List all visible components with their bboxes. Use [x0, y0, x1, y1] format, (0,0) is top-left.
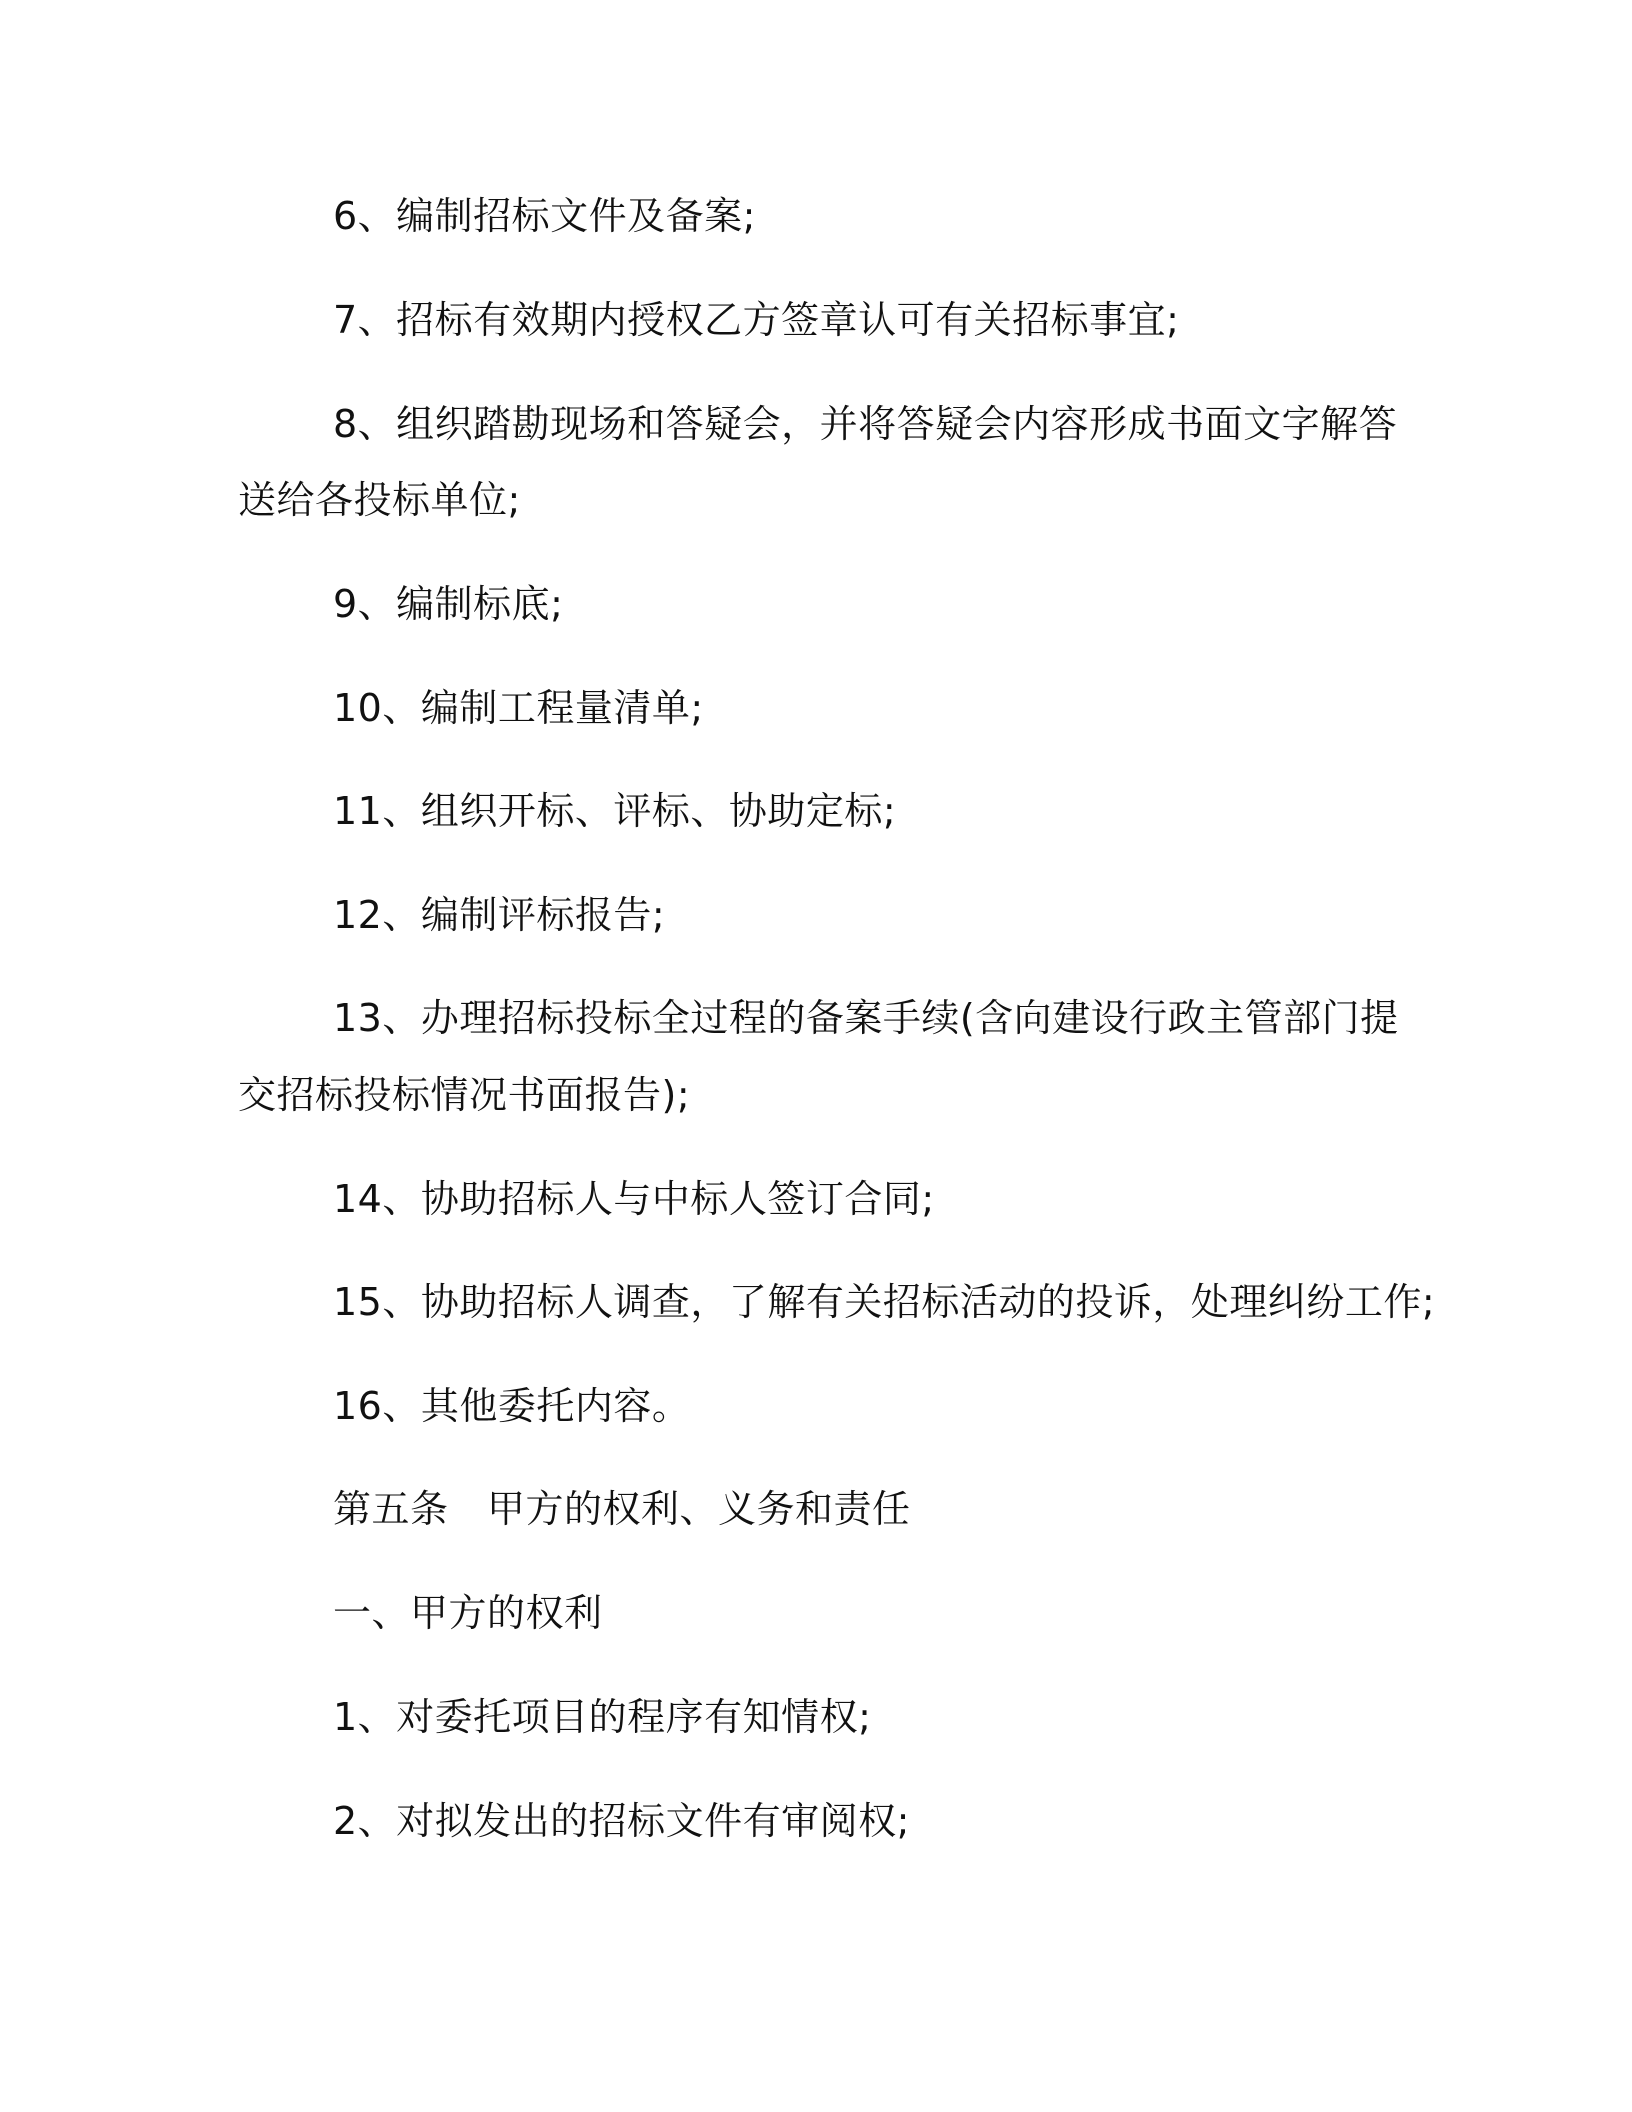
clause-line-9: 9、编制标底;	[333, 582, 564, 626]
clause-line-13: 13、办理招标投标全过程的备案手续(含向建设行政主管部门提	[333, 996, 1399, 1040]
right-line-1: 1、对委托项目的程序有知情权;	[333, 1695, 872, 1739]
clause-line-16: 16、其他委托内容。	[333, 1384, 691, 1428]
clause-line-6: 6、编制招标文件及备案;	[333, 194, 756, 238]
article-heading: 第五条 甲方的权利、义务和责任	[333, 1487, 911, 1531]
clause-line-12: 12、编制评标报告;	[333, 893, 666, 937]
clause-line-15: 15、协助招标人调查，了解有关招标活动的投诉，处理纠纷工作;	[333, 1280, 1436, 1324]
clause-line-8: 8、组织踏勘现场和答疑会，并将答疑会内容形成书面文字解答	[333, 402, 1398, 446]
clause-line-14: 14、协助招标人与中标人签订合同;	[333, 1177, 935, 1221]
clause-line-8-continued: 送给各投标单位;	[238, 478, 521, 522]
clause-line-11: 11、组织开标、评标、协助定标;	[333, 789, 897, 833]
clause-line-7: 7、招标有效期内授权乙方签章认可有关招标事宜;	[333, 298, 1180, 342]
clause-line-10: 10、编制工程量清单;	[333, 686, 704, 730]
right-line-2: 2、对拟发出的招标文件有审阅权;	[333, 1799, 910, 1843]
section-heading: 一、甲方的权利	[333, 1591, 603, 1635]
clause-line-13-continued: 交招标投标情况书面报告);	[238, 1073, 691, 1117]
